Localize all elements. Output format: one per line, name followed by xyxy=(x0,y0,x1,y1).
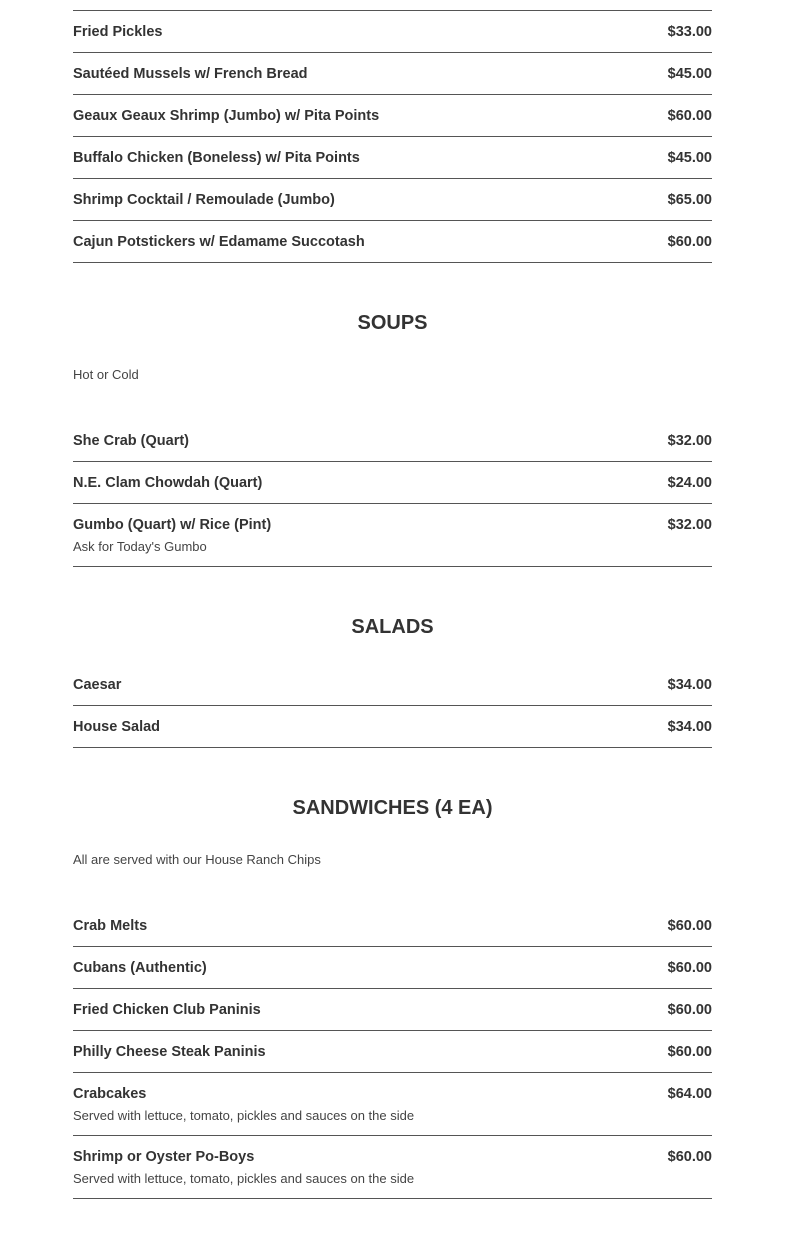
menu-item xyxy=(73,504,712,567)
item-name: Buffalo Chicken (Boneless) w/ Pita Points xyxy=(73,149,360,166)
item-price: $65.00 xyxy=(667,191,712,208)
menu-item xyxy=(73,137,712,179)
item-price: $45.00 xyxy=(667,65,712,82)
menu-item xyxy=(73,1031,712,1073)
item-price: $34.00 xyxy=(667,718,712,735)
item-name: Crabcakes xyxy=(73,1085,147,1102)
menu-item xyxy=(73,11,712,53)
item-description: Ask for Today's Gumbo xyxy=(73,539,207,554)
item-name: House Salad xyxy=(73,718,161,735)
item-price: $60.00 xyxy=(667,917,712,934)
menu-item xyxy=(73,1136,712,1199)
item-name: Cajun Potstickers w/ Edamame Succotash xyxy=(73,233,365,250)
menu-item xyxy=(73,420,712,462)
item-name: Shrimp or Oyster Po-Boys xyxy=(73,1148,255,1165)
item-name: N.E. Clam Chowdah (Quart) xyxy=(73,474,263,491)
item-price: $45.00 xyxy=(667,149,712,166)
section-title: SANDWICHES (4 EA) xyxy=(292,797,493,819)
item-price: $60.00 xyxy=(667,959,712,976)
item-price: $64.00 xyxy=(667,1085,712,1102)
item-price: $24.00 xyxy=(667,474,712,491)
item-name: Sautéed Mussels w/ French Bread xyxy=(73,65,308,82)
section-note: Hot or Cold xyxy=(73,367,139,382)
item-price: $60.00 xyxy=(667,107,712,124)
menu-item xyxy=(73,462,712,504)
menu-item xyxy=(73,706,712,748)
menu-item xyxy=(73,905,712,947)
menu-item xyxy=(73,1073,712,1136)
item-price: $60.00 xyxy=(667,1148,712,1165)
menu-item xyxy=(73,179,712,221)
section-note: All are served with our House Ranch Chips xyxy=(73,852,321,867)
item-price: $32.00 xyxy=(667,516,712,533)
item-description: Served with lettuce, tomato, pickles and sauces on the side xyxy=(73,1108,415,1123)
menu-item xyxy=(73,664,712,706)
item-price: $33.00 xyxy=(667,23,712,40)
item-price: $60.00 xyxy=(667,233,712,250)
item-name: Caesar xyxy=(73,676,122,693)
item-name: She Crab (Quart) xyxy=(73,432,190,449)
menu-page xyxy=(73,0,712,1199)
sandwiches-section xyxy=(73,796,712,1199)
item-price: $60.00 xyxy=(667,1001,712,1018)
item-name: Crab Melts xyxy=(73,917,148,934)
appetizers-section xyxy=(73,10,712,263)
item-name: Geaux Geaux Shrimp (Jumbo) w/ Pita Points xyxy=(73,107,380,124)
section-title: SOUPS xyxy=(357,312,428,334)
salads-section xyxy=(73,615,712,748)
menu-item xyxy=(73,947,712,989)
item-price: $32.00 xyxy=(667,432,712,449)
menu-item xyxy=(73,95,712,137)
item-description: Served with lettuce, tomato, pickles and sauces on the side xyxy=(73,1171,415,1186)
menu-item xyxy=(73,989,712,1031)
item-price: $34.00 xyxy=(667,676,712,693)
item-name: Fried Pickles xyxy=(73,23,163,40)
item-name: Cubans (Authentic) xyxy=(73,959,207,976)
item-price: $60.00 xyxy=(667,1043,712,1060)
section-title: SALADS xyxy=(351,616,434,638)
item-name: Shrimp Cocktail / Remoulade (Jumbo) xyxy=(73,191,335,208)
menu-item xyxy=(73,221,712,263)
item-name: Fried Chicken Club Paninis xyxy=(73,1001,261,1018)
item-name: Gumbo (Quart) w/ Rice (Pint) xyxy=(73,516,272,533)
soups-section xyxy=(73,311,712,567)
item-name: Philly Cheese Steak Paninis xyxy=(73,1043,266,1060)
menu-item xyxy=(73,53,712,95)
